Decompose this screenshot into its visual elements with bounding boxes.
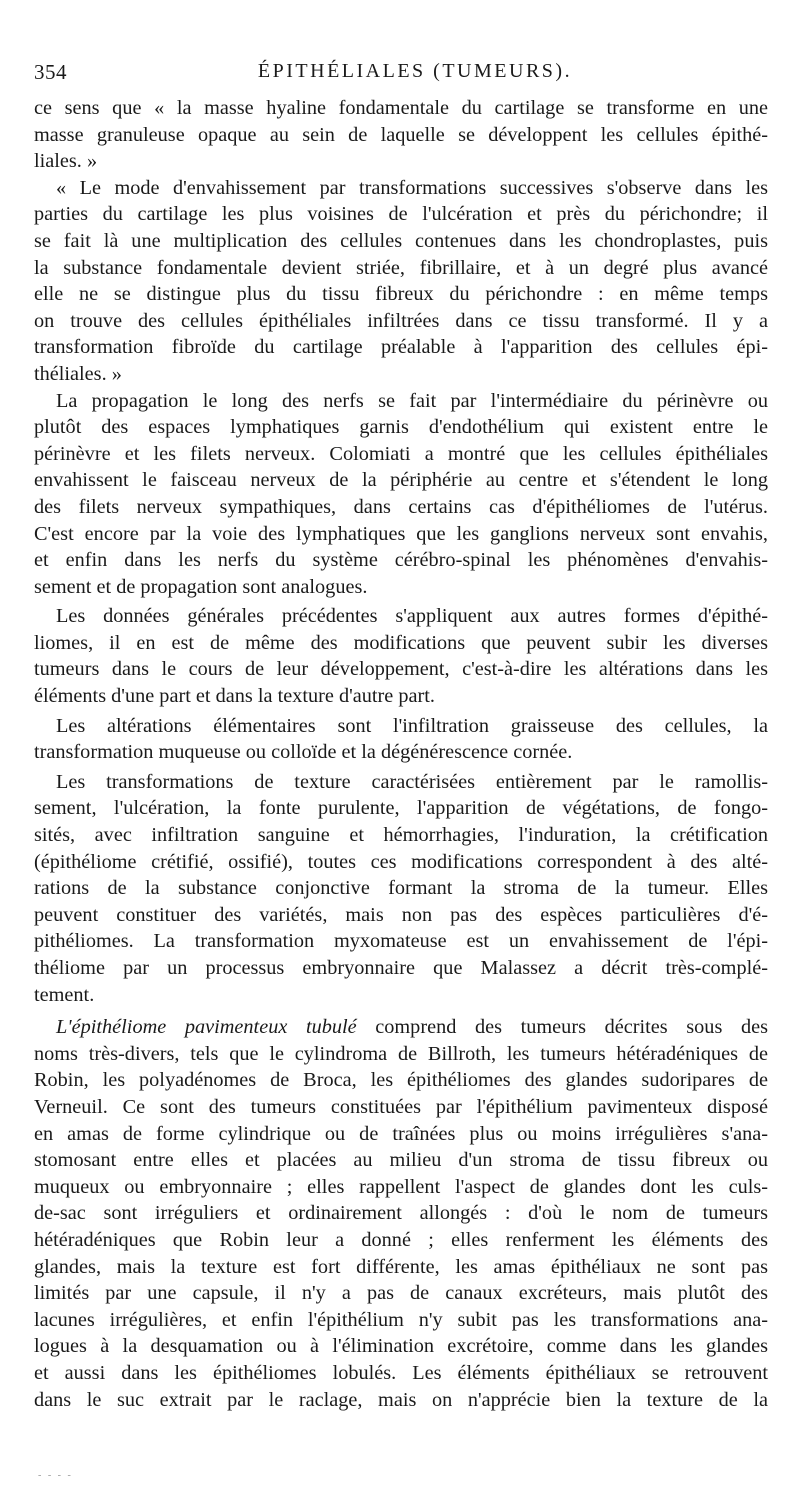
text-line: parties du cartilage les plus voisines de l'ulcération et près du périchondre; il bbox=[34, 203, 768, 226]
text-line: Les données générales précédentes s'appliquent aux autres formes d'épithé- bbox=[56, 605, 768, 628]
text-line: sement et de propagation sont analogues. bbox=[34, 575, 368, 598]
text-line: peuvent constituer des variétés, mais non pas des espèces particulières d'é- bbox=[34, 903, 768, 926]
text-line: La propagation le long des nerfs se fait par l'intermédiaire du périnèvre ou bbox=[56, 389, 768, 412]
text-line-rest: comprend des tumeurs décrites sous des bbox=[375, 1016, 768, 1039]
text-line: théliales. » bbox=[34, 362, 122, 385]
text-line: rations de la substance conjonctive formant la stroma de la tumeur. Elles bbox=[34, 877, 768, 900]
text-line: tement. bbox=[34, 983, 95, 1006]
text-line: sités, avec infiltration sanguine et hémorrhagies, l'induration, la crétification bbox=[34, 824, 768, 847]
text-line bbox=[34, 1014, 768, 1041]
running-title: ÉPITHÉLIALES (TUMEURS). bbox=[257, 60, 573, 82]
text-line: ce sens que « la masse hyaline fondamentale du cartilage se transforme en une bbox=[34, 97, 768, 119]
text-line: la substance fondamentale devient striée, fibrillaire, et à un degré plus avancé bbox=[34, 256, 768, 279]
body-text bbox=[34, 95, 768, 1413]
text-line: tumeurs dans le cours de leur développement, c'est-à-dire les altérations dans les bbox=[34, 658, 768, 681]
text-line: transformation fibroïde du cartilage préalable à l'apparition des cellules épi- bbox=[34, 336, 768, 359]
text-line: des filets nerveux sympathiques, dans certains cas d'épithéliomes de l'utérus. bbox=[34, 495, 768, 518]
text-line: plutôt des espaces lymphatiques garnis d'endothélium qui existent entre le bbox=[34, 416, 768, 439]
text-line: de-sac sont irréguliers et ordinairement allongés : d'où le nom de tumeurs bbox=[34, 1202, 768, 1225]
text-line: envahissent le faisceau nerveux de la périphérie au centre et s'étendent le long bbox=[34, 469, 768, 492]
text-line: masse granuleuse opaque au sein de laquelle se développent les cellules épithé- bbox=[34, 123, 768, 146]
text-line: théliome par un processus embryonnaire que Malassez a décrit très-complé- bbox=[34, 957, 768, 979]
text-line: on trouve des cellules épithéliales infiltrées dans ce tissu transformé. Il y a bbox=[34, 309, 768, 332]
text-line: limités par une capsule, il n'y a pas de canaux excréteurs, mais plutôt des bbox=[34, 1282, 768, 1305]
text-line: et aussi dans les épithéliomes lobulés. Les éléments épithéliaux se retrouvent bbox=[34, 1361, 768, 1384]
text-line: Les altérations élémentaires sont l'infiltration graisseuse des cellules, la bbox=[56, 714, 768, 737]
text-line: « Le mode d'envahissement par transformations successives s'observe dans les bbox=[56, 176, 768, 199]
text-line: elle ne se distingue plus du tissu fibreux du périchondre : en même temps bbox=[34, 283, 768, 306]
page-header bbox=[34, 60, 766, 94]
text-line: éléments d'une part et dans la texture d'autre part. bbox=[34, 685, 435, 708]
text-line: glandes, mais la texture est fort différente, les amas épithéliaux ne sont pas bbox=[34, 1255, 768, 1278]
text-line: Les transformations de texture caractérisées entièrement par le ramollis- bbox=[56, 770, 768, 793]
text-line: périnèvre et les filets nerveux. Colomiati a montré que les cellules épithéliales bbox=[34, 442, 768, 465]
text-line: transformation muqueuse ou colloïde et la dégénérescence cornée. bbox=[34, 741, 573, 764]
footer-marks: - - - - bbox=[38, 1470, 73, 1481]
text-line: liales. » bbox=[34, 150, 98, 173]
text-line: (épithéliome crétifié, ossifié), toutes ces modifications correspondent à des alté- bbox=[34, 850, 768, 873]
text-line: C'est encore par la voie des lymphatiques que les ganglions nerveux sont envahis, bbox=[34, 522, 768, 545]
text-line: hétéradéniques que Robin leur a donné ; elles renferment les éléments des bbox=[34, 1228, 768, 1251]
text-line: en amas de forme cylindrique ou de traînées plus ou moins irrégulières s'ana- bbox=[34, 1122, 768, 1145]
text-line: lacunes irrégulières, et enfin l'épithélium n'y subit pas les transformations ana- bbox=[34, 1308, 768, 1331]
text-line: Robin, les polyadénomes de Broca, les épithéliomes des glandes sudoripares de bbox=[34, 1069, 768, 1092]
page-number: 354 bbox=[34, 60, 67, 84]
text-line: dans le suc extrait par le raclage, mais on n'apprécie bien la texture de la bbox=[34, 1388, 768, 1411]
text-line: sement, l'ulcération, la fonte purulente, l'apparition de végétations, de fongo- bbox=[34, 797, 768, 820]
text-line: muqueux ou embryonnaire ; elles rappellent l'aspect de glandes dont les culs- bbox=[34, 1175, 768, 1198]
text-line: se fait là une multiplication des cellules contenues dans les chondroplastes, puis bbox=[34, 229, 768, 252]
text-line: stomosant entre elles et placées au milieu d'un stroma de tissu fibreux ou bbox=[34, 1149, 768, 1172]
text-line: pithéliomes. La transformation myxomateuse est un envahissement de l'épi- bbox=[34, 930, 768, 953]
italic-term: L'épithéliome pavimenteux tubulé bbox=[56, 1016, 376, 1039]
text-line: Verneuil. Ce sont des tumeurs constituées par l'épithélium pavimenteux disposé bbox=[34, 1095, 768, 1118]
text-line: noms très-divers, tels que le cylindroma de Billroth, les tumeurs hétéradéniques de bbox=[34, 1042, 768, 1065]
text-line: liomes, il en est de même des modifications que peuvent subir les diverses bbox=[34, 631, 768, 654]
text-line: logues à la desquamation ou à l'élimination excrétoire, comme dans les glandes bbox=[34, 1335, 768, 1358]
text-line: et enfin dans les nerfs du système cérébro-spinal les phénomènes d'envahis- bbox=[34, 549, 768, 572]
